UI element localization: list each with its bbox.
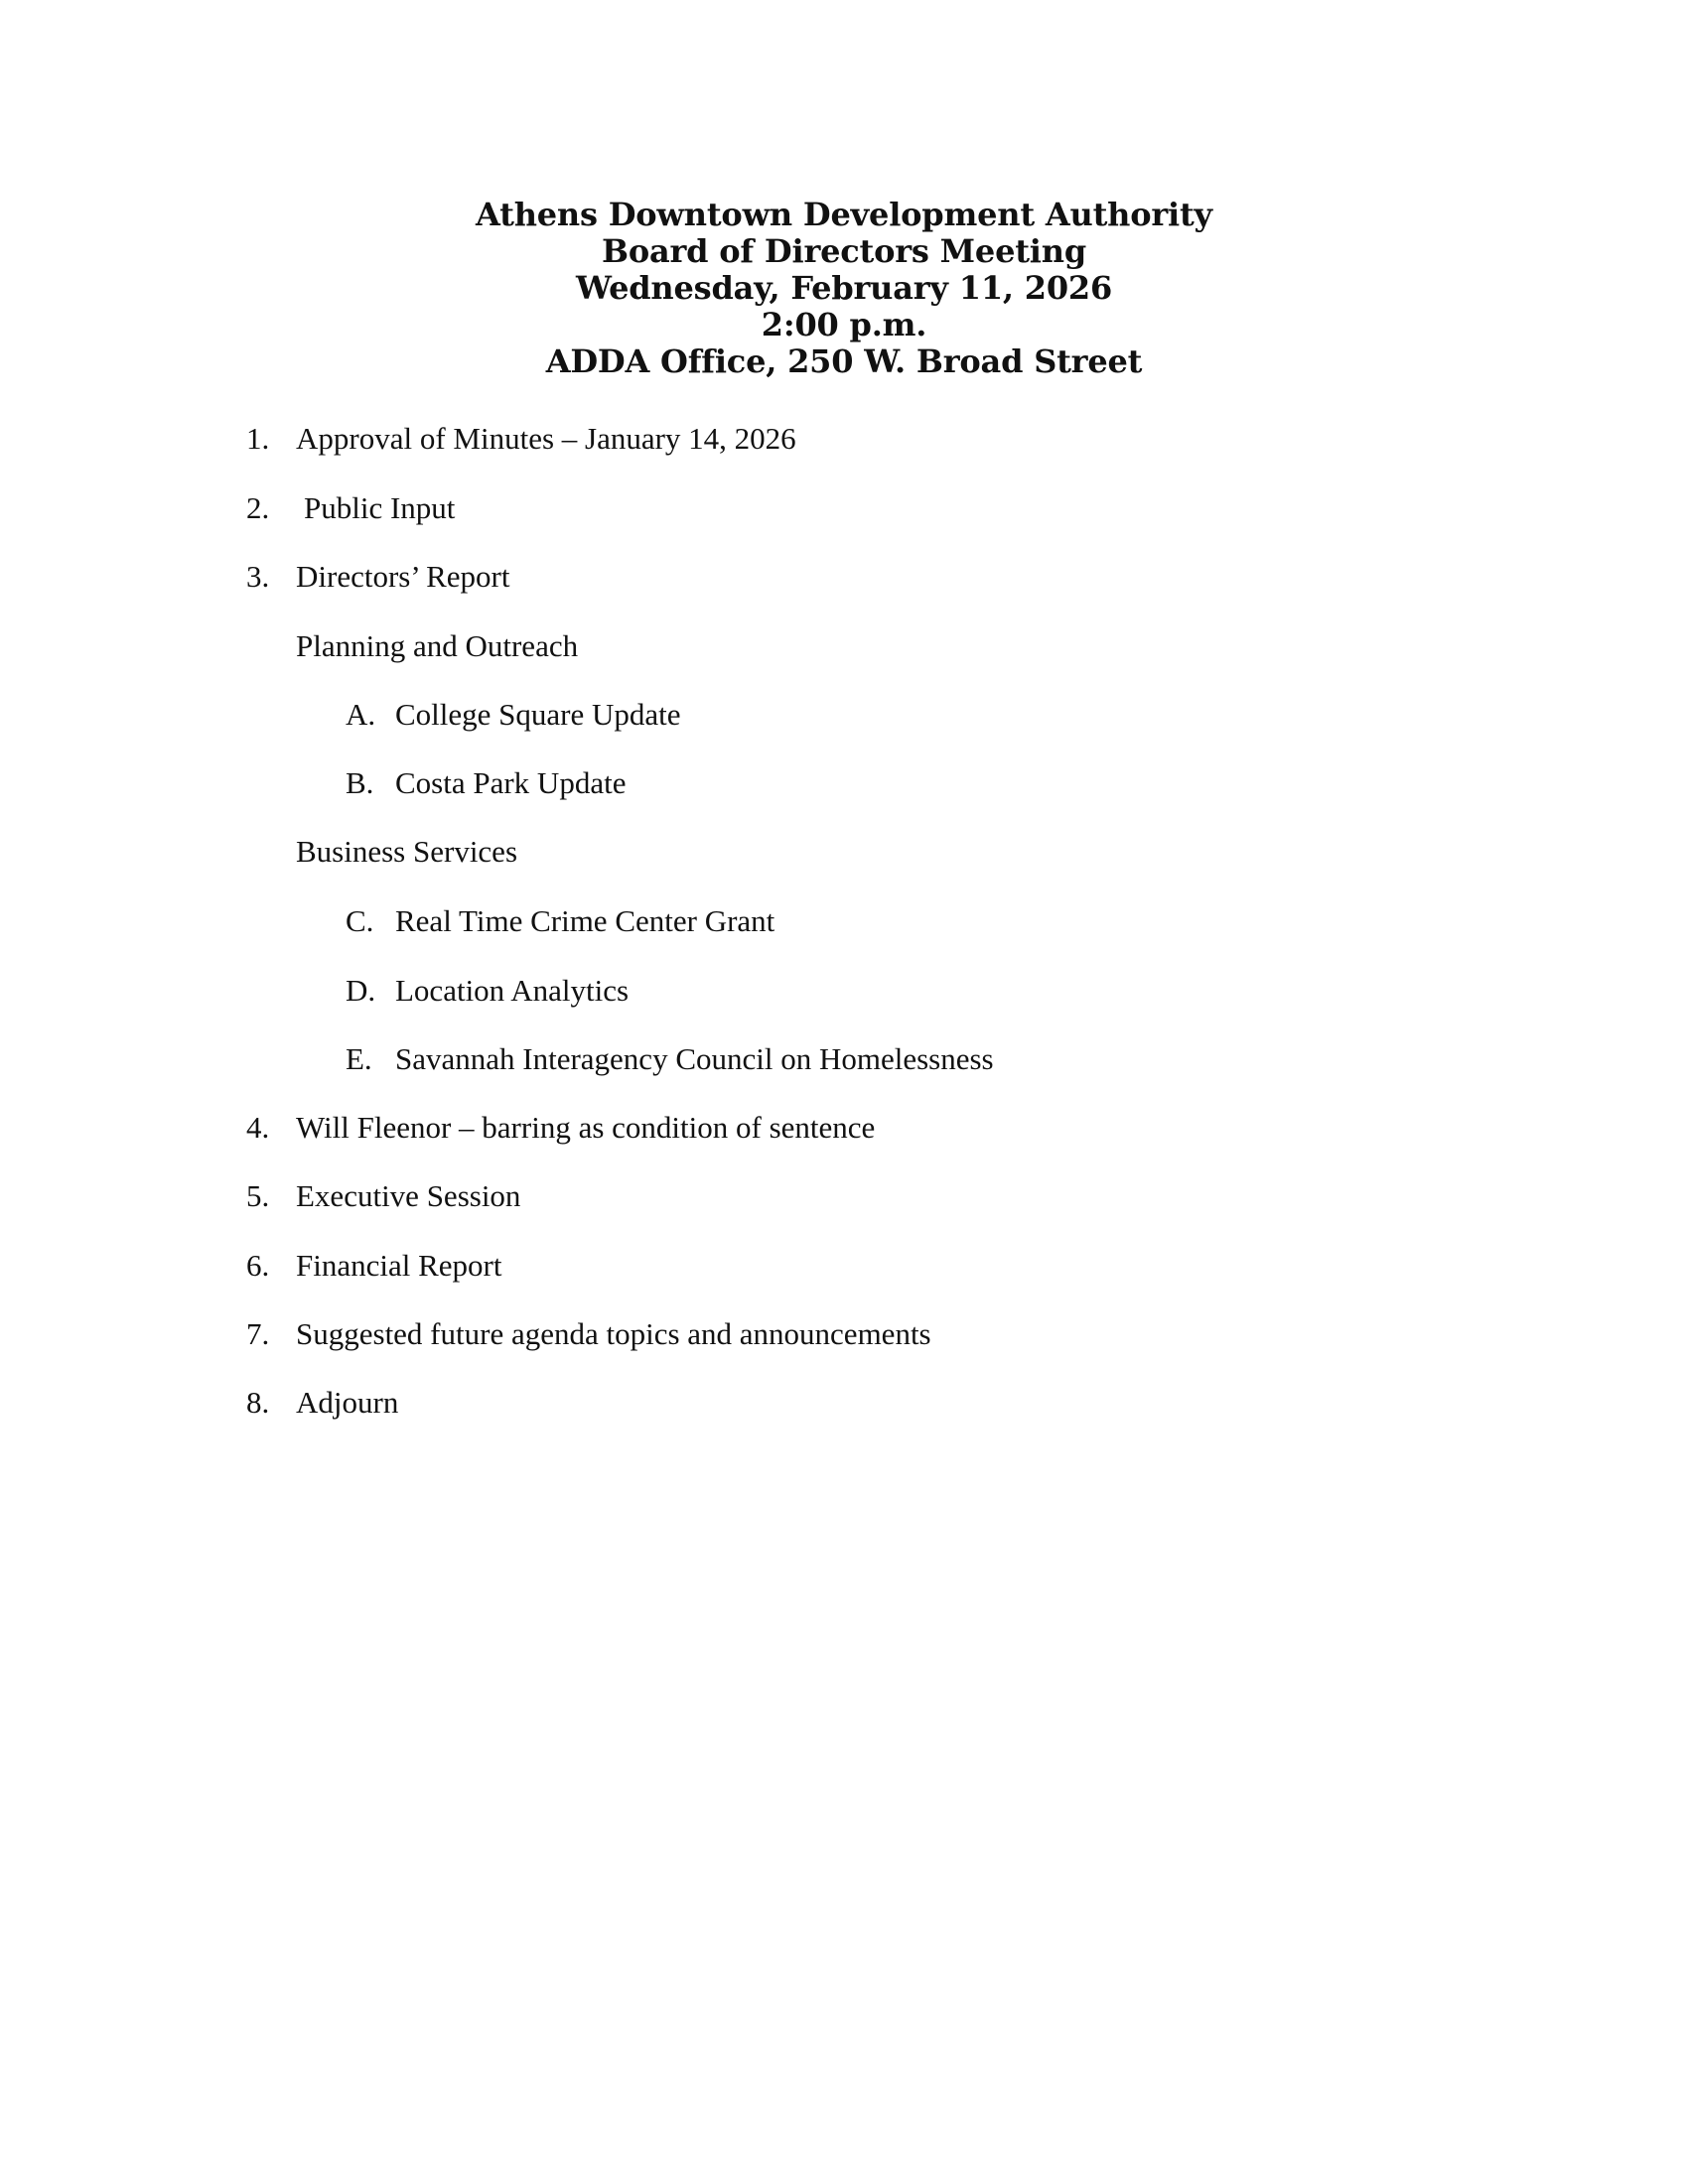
agenda-item-text: Public Input bbox=[304, 490, 456, 525]
agenda-header bbox=[0, 197, 1688, 380]
agenda-item-number: 1. bbox=[246, 421, 270, 456]
agenda-item-text: Suggested future agenda topics and announcements bbox=[296, 1316, 931, 1351]
agenda-item-text: Directors’ Report bbox=[296, 559, 510, 594]
sub-item-letter: D. bbox=[346, 973, 376, 1008]
agenda-item-number: 5. bbox=[246, 1178, 270, 1213]
agenda-item-number: 8. bbox=[246, 1385, 270, 1420]
organization-title: Athens Downtown Development Authority bbox=[476, 196, 1212, 233]
sub-item-text: Savannah Interagency Council on Homelessness bbox=[395, 1041, 994, 1076]
agenda-item-text: Executive Session bbox=[296, 1178, 521, 1213]
agenda-item-number: 7. bbox=[246, 1316, 270, 1351]
agenda-item-number: 4. bbox=[246, 1110, 270, 1145]
agenda-item-text: Approval of Minutes – January 14, 2026 bbox=[296, 421, 796, 456]
sub-item-letter: E. bbox=[346, 1041, 372, 1076]
sub-item-letter: A. bbox=[346, 697, 376, 732]
section-heading-planning: Planning and Outreach bbox=[296, 628, 579, 663]
meeting-time: 2:00 p.m. bbox=[761, 306, 927, 343]
agenda-item-number: 2. bbox=[246, 490, 270, 525]
agenda-item-number: 6. bbox=[246, 1248, 270, 1283]
agenda-item-text: Financial Report bbox=[296, 1248, 502, 1283]
sub-item-letter: C. bbox=[346, 903, 374, 938]
sub-item-text: Costa Park Update bbox=[395, 765, 627, 800]
agenda-item-number: 3. bbox=[246, 559, 270, 594]
agenda-item-text: Adjourn bbox=[296, 1385, 399, 1420]
section-heading-business: Business Services bbox=[296, 834, 518, 869]
meeting-title: Board of Directors Meeting bbox=[601, 232, 1087, 270]
sub-item-text: College Square Update bbox=[395, 697, 681, 732]
agenda-item-text: Will Fleenor – barring as condition of sentence bbox=[296, 1110, 876, 1145]
meeting-date: Wednesday, February 11, 2026 bbox=[575, 269, 1113, 307]
sub-item-letter: B. bbox=[346, 765, 374, 800]
sub-item-text: Location Analytics bbox=[395, 973, 630, 1008]
meeting-location: ADDA Office, 250 W. Broad Street bbox=[545, 342, 1143, 380]
sub-item-text: Real Time Crime Center Grant bbox=[395, 903, 775, 938]
